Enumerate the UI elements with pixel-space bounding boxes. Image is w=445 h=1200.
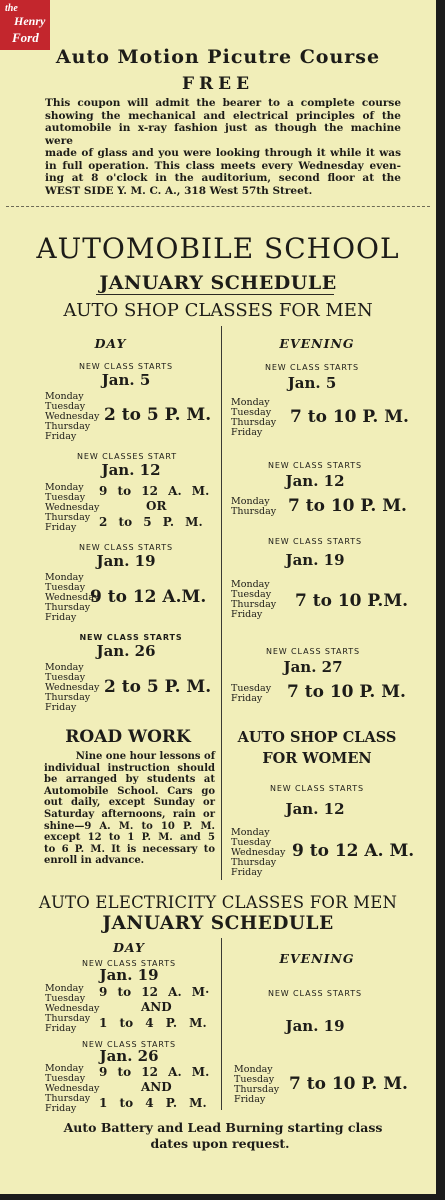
day-text: Monday — [231, 579, 270, 590]
class-date: Jan. 19 — [285, 551, 345, 569]
day-text: Thursday — [45, 692, 91, 703]
day-text: Friday — [231, 693, 263, 704]
coupon-title: Auto Motion Picutre Course — [55, 46, 381, 68]
day-text: Thursday — [45, 1013, 91, 1024]
new-class-starts-label: NEW CLASS STARTS — [269, 784, 365, 793]
road-work-line: except 12 to 1 P. M. and 5 — [44, 832, 215, 844]
day-text: Wednesday — [45, 1003, 100, 1014]
class-time: 7 to 10 P.M. — [295, 591, 409, 611]
new-class-starts-label: NEW CLASS STARTS — [78, 362, 174, 371]
coupon-line: automobile in x-ray fashion just as though the machine were — [45, 122, 401, 147]
day-text: Wednesday — [231, 847, 286, 858]
class-days — [45, 663, 99, 713]
school-title: AUTOMOBILE SCHOOL — [36, 232, 400, 265]
day-text: Thursday — [45, 1093, 91, 1104]
class-date: Jan. 26 — [99, 1047, 159, 1065]
logo-text-ford: Ford — [12, 30, 39, 45]
class-time: 9 to 12 A. M· — [99, 985, 210, 999]
day-text: Wednesday — [45, 1083, 100, 1094]
class-date: Jan. 26 — [96, 642, 156, 660]
class-time: 7 to 10 P. M. — [290, 407, 409, 427]
class-date: Jan. 27 — [283, 658, 343, 676]
day-text: Tuesday — [231, 683, 272, 694]
class-date: Jan. 5 — [287, 374, 337, 392]
day-text: Thursday — [45, 421, 91, 432]
coupon-line: in full operation. This class meets every Wednesday even- — [45, 159, 401, 172]
or-text: OR — [146, 499, 167, 513]
road-work-line: Automobile School. Cars go — [44, 785, 215, 797]
day-text: Tuesday — [231, 589, 272, 600]
new-class-starts-label: NEW CLASSES START — [76, 452, 177, 461]
and-text: AND — [141, 1000, 172, 1014]
day-text: Monday — [45, 572, 84, 583]
day-text: Wednesday — [45, 682, 100, 693]
evening-label: EVENING — [279, 951, 355, 966]
day-text: Friday — [45, 612, 77, 623]
electricity-schedule: JANUARY SCHEDULE — [102, 913, 334, 934]
class-days — [231, 828, 285, 878]
day-text: Thursday — [45, 602, 91, 613]
class-days — [45, 1014, 90, 1034]
road-work-line: be arranged by students at — [44, 774, 215, 786]
day-text: Wednesday — [45, 411, 100, 422]
class-days — [45, 984, 99, 1014]
tear-line — [6, 206, 430, 207]
day-text: Monday — [231, 827, 270, 838]
day-label: DAY — [94, 336, 127, 351]
day-text: Wednesday — [45, 502, 100, 513]
day-text: Monday — [234, 1064, 273, 1075]
day-text: Thursday — [231, 506, 277, 517]
day-text: Tuesday — [234, 1074, 275, 1085]
day-text: Tuesday — [45, 492, 86, 503]
class-time: 9 to 12 A.M. — [90, 587, 207, 607]
class-days — [231, 398, 276, 438]
class-days — [45, 513, 90, 533]
class-date: Jan. 12 — [285, 800, 345, 818]
evening-label: EVENING — [279, 336, 355, 351]
class-time: 9 to 12 A. M. — [99, 1065, 210, 1079]
road-work-line: Nine one hour lessons of — [75, 751, 215, 762]
day-text: Friday — [231, 427, 263, 438]
women-class-subtitle: FOR WOMEN — [262, 750, 372, 767]
class-date: Jan. 12 — [285, 472, 345, 490]
class-date: Jan. 19 — [99, 966, 159, 984]
coupon-line: made of glass and you were looking through it while it was — [45, 147, 401, 159]
new-class-starts-label: NEW CLASS STARTS — [81, 1040, 177, 1049]
day-text: Tuesday — [231, 837, 272, 848]
new-class-starts-label: NEW CLASS STARTS — [81, 959, 177, 968]
day-text: Friday — [231, 867, 263, 878]
schedule-underline — [96, 294, 334, 295]
day-text: Thursday — [231, 417, 277, 428]
coupon-free: FREE — [181, 74, 255, 94]
new-class-starts-label: NEW CLASS STARTS — [267, 989, 363, 998]
class-days — [45, 1064, 99, 1094]
logo-text-henry: Henry — [14, 14, 46, 28]
women-class-title: AUTO SHOP CLASS — [237, 729, 397, 746]
coupon-line: This coupon will admit the bearer to a complete course — [45, 97, 401, 109]
road-work-title: ROAD WORK — [65, 727, 191, 747]
class-date: Jan. 19 — [285, 1017, 345, 1035]
class-date: Jan. 5 — [101, 371, 151, 389]
day-text: Friday — [45, 431, 77, 442]
class-days — [45, 392, 99, 442]
road-work-line: out daily, except Sunday or — [44, 797, 215, 809]
new-class-starts-label: NEW CLASS STARTS — [267, 461, 363, 470]
day-text: Friday — [231, 609, 263, 620]
day-text: Tuesday — [45, 582, 86, 593]
shop-heading: AUTO SHOP CLASSES FOR MEN — [63, 300, 373, 321]
class-time: 1 to 4 P. M. — [99, 1016, 207, 1030]
new-class-starts-label: NEW CLASS STARTS — [79, 633, 183, 642]
day-text: Friday — [45, 1103, 77, 1114]
class-days — [45, 483, 99, 513]
class-time: 9 to 12 A. M. — [99, 484, 210, 498]
class-date: Jan. 12 — [101, 461, 161, 479]
coupon-line: WEST SIDE Y. M. C. A., 318 West 57th Street. — [45, 184, 313, 197]
school-schedule: JANUARY SCHEDULE — [99, 272, 337, 294]
road-work-line: Saturday afternoons, rain or — [44, 808, 215, 820]
day-text: Monday — [45, 482, 84, 493]
column-divider — [221, 326, 222, 880]
day-text: Friday — [45, 522, 77, 533]
road-work-line: to 6 P. M. It is necessary to — [44, 843, 215, 855]
day-text: Tuesday — [45, 401, 86, 412]
new-class-starts-label: NEW CLASS STARTS — [264, 363, 360, 372]
class-time: 7 to 10 P. M. — [288, 496, 407, 516]
road-work-line: enroll in advance. — [44, 855, 145, 867]
day-text: Monday — [231, 496, 270, 507]
logo-text-the: the — [5, 3, 18, 14]
day-text: Thursday — [231, 599, 277, 610]
class-date: Jan. 19 — [96, 552, 156, 570]
new-class-starts-label: NEW CLASS STARTS — [78, 543, 174, 552]
footer-line: dates upon request. — [150, 1136, 290, 1151]
class-time: 9 to 12 A. M. — [292, 841, 415, 861]
class-days — [45, 1094, 90, 1114]
day-text: Monday — [45, 1063, 84, 1074]
day-text: Thursday — [45, 512, 91, 523]
day-text: Monday — [45, 662, 84, 673]
and-text: AND — [141, 1080, 172, 1094]
day-text: Tuesday — [45, 1073, 86, 1084]
day-text: Tuesday — [45, 993, 86, 1004]
class-time: 2 to 5 P. M. — [99, 515, 203, 529]
day-text: Thursday — [234, 1084, 280, 1095]
new-class-starts-label: NEW CLASS STARTS — [265, 647, 361, 656]
day-text: Monday — [45, 391, 84, 402]
class-days — [234, 1065, 279, 1105]
coupon-text — [45, 97, 401, 197]
day-label: DAY — [113, 940, 145, 955]
class-time: 7 to 10 P. M. — [287, 682, 406, 702]
road-work-text — [44, 751, 215, 867]
footer-line: Auto Battery and Lead Burning starting class — [63, 1120, 383, 1135]
class-time: 2 to 5 P. M. — [104, 677, 212, 697]
henry-ford-logo — [0, 0, 50, 50]
day-text: Friday — [45, 702, 77, 713]
electricity-heading: AUTO ELECTRICITY CLASSES FOR MEN — [38, 893, 398, 912]
day-text: Monday — [231, 397, 270, 408]
class-time: 2 to 5 P. M. — [104, 405, 212, 425]
coupon-line: ing at 8 o'clock in the auditorium, second floor at the — [45, 172, 401, 184]
class-days — [231, 497, 276, 517]
road-work-line: shine—9 A. M. to 10 P. M. — [44, 820, 215, 832]
class-time: 7 to 10 P. M. — [289, 1074, 408, 1094]
day-text: Monday — [45, 983, 84, 994]
class-days — [231, 580, 276, 620]
day-text: Tuesday — [45, 672, 86, 683]
new-class-starts-label: NEW CLASS STARTS — [267, 537, 363, 546]
day-text: Friday — [45, 1023, 77, 1034]
day-text: Thursday — [231, 857, 277, 868]
road-work-line: individual instruction should — [44, 762, 215, 774]
coupon-line: showing the mechanical and electrical principles of the — [45, 109, 401, 122]
class-days — [231, 684, 271, 704]
day-text: Wednesday — [45, 592, 100, 603]
day-text: Tuesday — [231, 407, 272, 418]
class-time: 1 to 4 P. M. — [99, 1096, 207, 1110]
day-text: Friday — [234, 1094, 266, 1105]
